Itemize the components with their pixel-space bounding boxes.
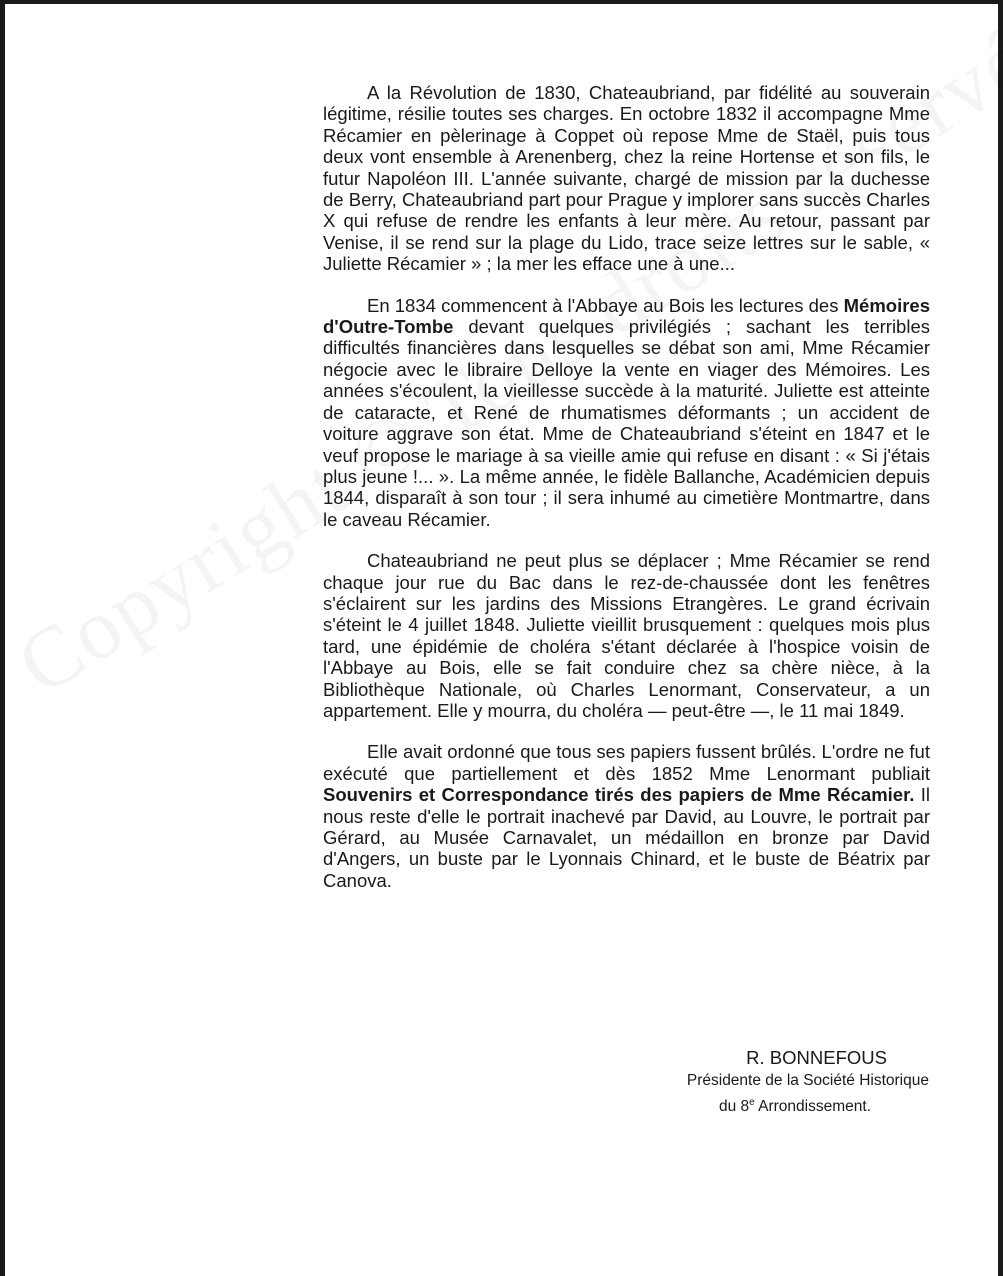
paragraph — [323, 82, 930, 275]
paragraph-text: En 1834 commencent à l'Abbaye au Bois les lectures des — [367, 294, 844, 316]
scan-border-right — [998, 0, 1003, 1276]
signature-block — [600, 1046, 929, 1118]
scan-border-top — [0, 0, 1003, 4]
paragraph — [323, 295, 930, 530]
paragraph-text: Elle avait ordonné que tous ses papiers fussent brûlés. L'ordre ne fut exécuté que partiellement et dès 1852 Mme Lenormant publiait — [323, 741, 930, 784]
paragraph-text: devant quelques privilégiés ; sachant les terribles difficultés financières dans lesquelles se débat son ami, Mme Récamier négocie avec le libraire Delloye la vente en viager des Mémoires. Les années s'écoulent, la vieillesse succède à la maturité. Juliette est atteinte de cataracte, et René de rhumatismes déformants ; un accident de voiture aggrave son état. Mme de Chateaubriand s'éteint en 1847 et le veuf propose le mariage à sa vieille amie qui refuse en disant : « Si j'étais plus jeune !... ». La même année, le fidèle Ballanche, Académicien depuis 1844, disparaît à son tour ; il sera inhumé au cimetière Montmartre, dans le caveau Récamier. — [323, 316, 930, 530]
paragraph-text: Chateaubriand ne peut plus se déplacer ; Mme Récamier se rend chaque jour rue du Bac dans le rez-de-chaussée dont les fenêtres s'éclairent sur les jardins des Missions Etrangères. Le grand écrivain s'éteint le 4 juillet 1848. Juliette vieillit brusquement : quelques mois plus tard, une épidémie de choléra s'étant déclarée à l'hospice voisin de l'Abbaye au Bois, elle se fait conduire chez sa chère nièce, à la Bibliothèque Nationale, où Charles Lenormant, Conservateur, a un appartement. Elle y mourra, du choléra — peut-être —, le 11 mai 1849. — [323, 550, 930, 721]
paragraph — [323, 550, 930, 721]
paragraph-text: A la Révolution de 1830, Chateaubriand, par fidélité au souverain légitime, résilie toutes ses charges. En octobre 1832 il accompagne Mme Récamier en pèlerinage à Coppet où repose Mme de Staël, puis tous deux vont ensemble à Arenenberg, chez la reine Hortense et son fils, le futur Napoléon III. L'année suivante, chargé de mission par la duchesse de Berry, Chateaubriand part pour Prague y implorer sans succès Charles X qui refuse de rendre les enfants à leur mère. Au retour, passant par Venise, il se rend sur la plage du Lido, trace seize lettres sur le sable, « Juliette Récamier » ; la mer les efface une à une... — [323, 82, 930, 275]
signature-title-line1: Présidente de la Société Historique — [686, 1072, 929, 1089]
signature-name: R. BONNEFOUS — [746, 1047, 887, 1068]
body-text — [323, 82, 930, 911]
paragraph-text: Il nous reste d'elle le portrait inachevé par David, au Louvre, le portrait par Gérard, au Musée Carnavalet, un médaillon en bronze par David d'Angers, un buste par le Lyonnais Chinard, et le buste de Béatrix par Canova. — [323, 784, 930, 891]
paragraph — [323, 741, 930, 891]
bold-title-text: Mémoires d'Outre-Tombe — [323, 294, 930, 338]
bold-title-text: Souvenirs et Correspondance tirés des papiers de Mme Récamier. — [323, 784, 915, 806]
signature-title-line2: du 8e Arrondissement. — [718, 1097, 871, 1116]
